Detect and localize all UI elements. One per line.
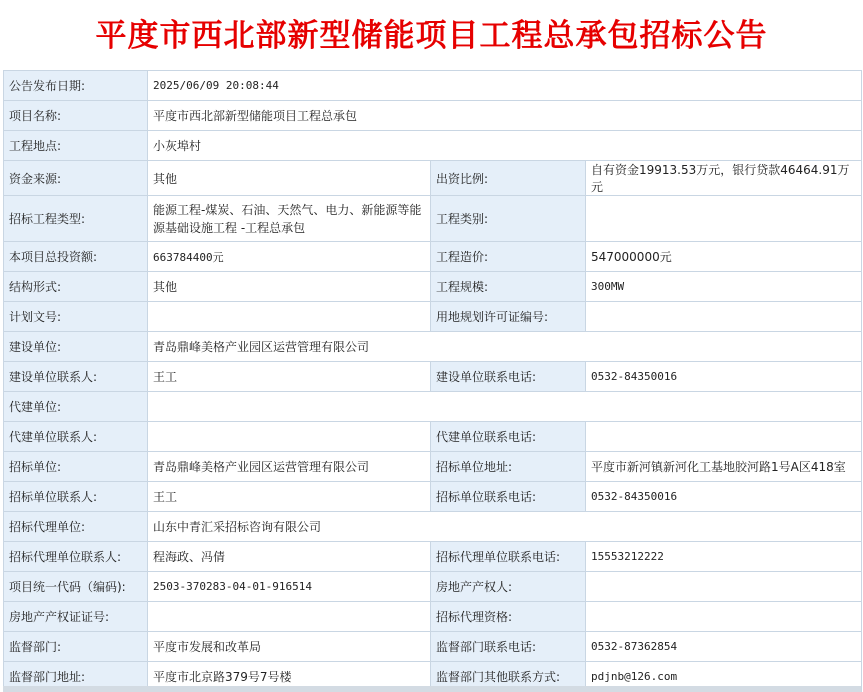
field-label: 工程地点: — [4, 131, 148, 161]
field-value: 2503-370283-04-01-916514 — [148, 572, 431, 602]
field-value: 平度市新河镇新河化工基地胶河路1号A区418室 — [586, 452, 862, 482]
announcement-info-table — [3, 70, 862, 692]
field-value: 青岛鼎峰美格产业园区运营管理有限公司 — [148, 332, 862, 362]
field-value: 547000000元 — [586, 242, 862, 272]
field-value: 青岛鼎峰美格产业园区运营管理有限公司 — [148, 452, 431, 482]
field-label: 项目名称: — [4, 101, 148, 131]
field-value: 山东中青汇采招标咨询有限公司 — [148, 512, 862, 542]
field-value: 663784400元 — [148, 242, 431, 272]
table-row — [4, 196, 862, 242]
table-row — [4, 302, 862, 332]
field-label: 结构形式: — [4, 272, 148, 302]
table-row — [4, 572, 862, 602]
field-value — [586, 196, 862, 242]
field-value: 程海政、冯倩 — [148, 542, 431, 572]
field-value — [586, 572, 862, 602]
table-row — [4, 482, 862, 512]
field-value: 其他 — [148, 272, 431, 302]
field-label: 用地规划许可证编号: — [431, 302, 586, 332]
table-row — [4, 632, 862, 662]
field-label: 招标代理单位联系人: — [4, 542, 148, 572]
field-label: 代建单位: — [4, 392, 148, 422]
field-value: 平度市西北部新型储能项目工程总承包 — [148, 101, 862, 131]
table-row — [4, 602, 862, 632]
table-row — [4, 512, 862, 542]
field-label: 公告发布日期: — [4, 71, 148, 101]
field-value — [148, 302, 431, 332]
field-label: 监督部门地址: — [4, 662, 148, 692]
field-value: 王工 — [148, 482, 431, 512]
field-value — [586, 602, 862, 632]
field-label: 资金来源: — [4, 161, 148, 196]
field-label: 招标单位地址: — [431, 452, 586, 482]
table-row — [4, 452, 862, 482]
field-label: 建设单位联系人: — [4, 362, 148, 392]
field-value — [148, 422, 431, 452]
field-value: 平度市发展和改革局 — [148, 632, 431, 662]
field-label: 房地产产权人: — [431, 572, 586, 602]
field-label: 招标代理单位: — [4, 512, 148, 542]
field-label: 监督部门其他联系方式: — [431, 662, 586, 692]
field-label: 招标工程类型: — [4, 196, 148, 242]
field-value — [148, 392, 862, 422]
field-value: pdjnb@126.com — [586, 662, 862, 692]
field-label: 项目统一代码（编码): — [4, 572, 148, 602]
table-row — [4, 242, 862, 272]
table-row — [4, 332, 862, 362]
table-row — [4, 362, 862, 392]
table-row — [4, 422, 862, 452]
field-label: 建设单位联系电话: — [431, 362, 586, 392]
field-value: 王工 — [148, 362, 431, 392]
table-row — [4, 161, 862, 196]
field-label: 招标单位: — [4, 452, 148, 482]
field-value: 2025/06/09 20:08:44 — [148, 71, 862, 101]
table-bottom-bar — [3, 686, 861, 692]
field-value — [586, 302, 862, 332]
table-row — [4, 131, 862, 161]
field-label: 工程类别: — [431, 196, 586, 242]
field-value: 小灰埠村 — [148, 131, 862, 161]
field-label: 招标单位联系人: — [4, 482, 148, 512]
field-value: 0532-84350016 — [586, 362, 862, 392]
field-value: 15553212222 — [586, 542, 862, 572]
field-label: 本项目总投资额: — [4, 242, 148, 272]
field-value: 0532-87362854 — [586, 632, 862, 662]
field-value: 能源工程-煤炭、石油、天然气、电力、新能源等能源基础设施工程 -工程总承包 — [148, 196, 431, 242]
field-label: 房地产产权证证号: — [4, 602, 148, 632]
field-value — [148, 602, 431, 632]
field-label: 监督部门: — [4, 632, 148, 662]
field-label: 出资比例: — [431, 161, 586, 196]
field-label: 建设单位: — [4, 332, 148, 362]
table-row — [4, 101, 862, 131]
field-label: 代建单位联系电话: — [431, 422, 586, 452]
table-row — [4, 272, 862, 302]
table-row — [4, 542, 862, 572]
field-value: 自有资金19913.53万元，银行贷款46464.91万元 — [586, 161, 862, 196]
field-label: 招标代理单位联系电话: — [431, 542, 586, 572]
field-value: 300MW — [586, 272, 862, 302]
table-row — [4, 392, 862, 422]
table-row — [4, 71, 862, 101]
field-label: 监督部门联系电话: — [431, 632, 586, 662]
field-label: 代建单位联系人: — [4, 422, 148, 452]
field-label: 招标单位联系电话: — [431, 482, 586, 512]
field-value — [586, 422, 862, 452]
field-label: 工程造价: — [431, 242, 586, 272]
field-value: 其他 — [148, 161, 431, 196]
field-label: 计划文号: — [4, 302, 148, 332]
field-value: 0532-84350016 — [586, 482, 862, 512]
page-title: 平度市西北部新型储能项目工程总承包招标公告 — [95, 17, 768, 54]
field-value: 平度市北京路379号7号楼 — [148, 662, 431, 692]
field-label: 招标代理资格: — [431, 602, 586, 632]
field-label: 工程规模: — [431, 272, 586, 302]
